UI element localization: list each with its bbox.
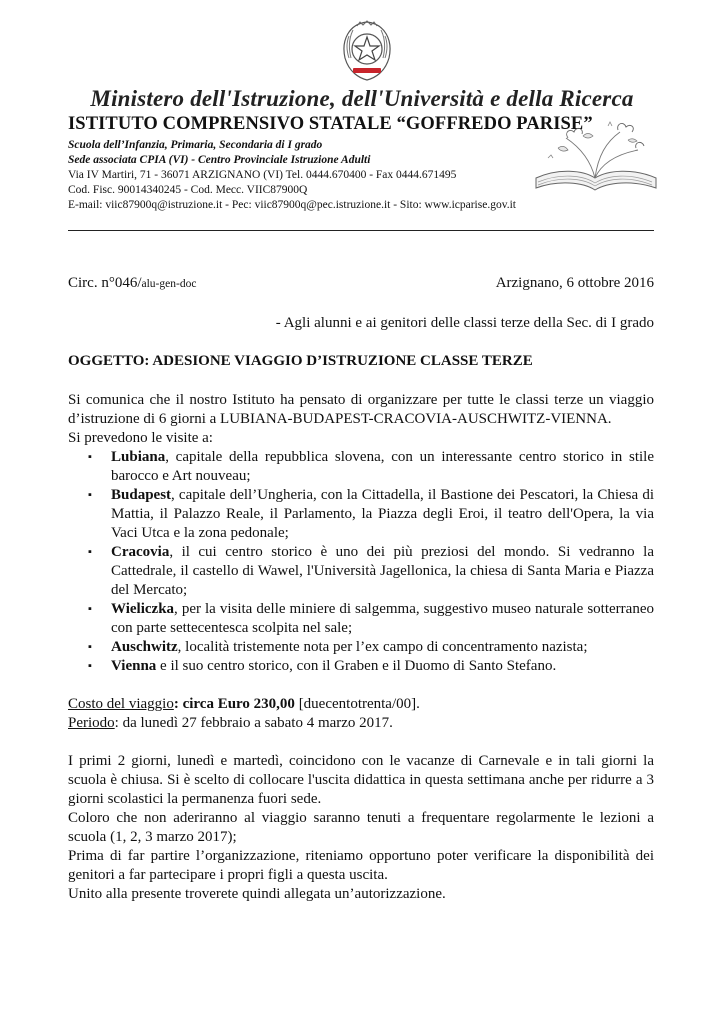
contacts-line: E-mail: viic87900q@istruzione.it - Pec: viic87900q@pec.istruzione.it - Sito: www.icparise.gov.it (68, 199, 516, 211)
place-date: Arzignano, 6 ottobre 2016 (495, 275, 654, 291)
list-item (68, 486, 654, 543)
republic-emblem-icon (335, 16, 399, 86)
visit-name: Vienna (111, 658, 157, 674)
list-item (68, 600, 654, 638)
bullet-icon: ▪ (88, 641, 92, 653)
letter-body (68, 391, 654, 904)
header-divider (68, 230, 654, 231)
bullet-icon: ▪ (88, 660, 92, 672)
visit-text: , il cui centro storico è uno dei più preziosi del mondo. Si vedranno la Cattedrale, il castello di Wawel, l'Università Jagellonica, la chiesa di Santa Maria e Piazza del Mercato; (111, 544, 654, 598)
bullet-icon: ▪ (88, 546, 92, 558)
circular-code: alu-gen-doc (141, 278, 197, 290)
visit-text: , per la visita delle miniere di salgemma, suggestivo museo naturale sotterraneo con parte settecentesca scolpita nel sale; (111, 601, 654, 636)
spacer (68, 733, 654, 752)
period-label: Periodo (68, 715, 115, 731)
bullet-icon: ▪ (88, 451, 92, 463)
intro-paragraph: Si comunica che il nostro Istituto ha pensato di organizzare per tutte le classi terze un viaggio d’istruzione di 6 giorni a LUBIANA-BUDAPEST-CRACOVIA-AUSCHWITZ-VIENNA. (68, 392, 654, 427)
circular-number: Circ. n°046/ (68, 275, 142, 291)
visit-text: , capitale dell’Ungheria, con la Cittadella, il Bastione dei Pescatori, la Chiesa di Mattia, il Palazzo Reale, il Parlamento, la Piazza degli Eroi, il teatro dell'Opera, la via Vaci Utca e la zona pedonale; (111, 487, 654, 541)
ministry-name: Ministero dell'Istruzione, dell'Università e della Ricerca (90, 86, 634, 111)
cpia-line: Sede associata CPIA (VI) - Centro Provinciale Istruzione Adulti (68, 154, 371, 166)
visits-intro: Si prevedono le visite a: (68, 430, 213, 446)
visit-name: Wieliczka (111, 601, 175, 617)
cost-words: [duecentotrenta/00]. (294, 696, 420, 712)
list-item (68, 448, 654, 486)
period-line (68, 714, 654, 733)
school-type-line: Scuola dell’Infanzia, Primaria, Secondaria di I grado (68, 139, 323, 151)
visit-text: e il suo centro storico, con il Graben e il Duomo di Santo Stefano. (156, 658, 557, 674)
carnival-paragraph: I primi 2 giorni, lunedì e martedì, coincidono con le vacanze di Carnevale e in tali giorni la scuola è chiusa. Si è scelto di collocare l'uscita didattica in questa settimana anche per ridurre a 3 giorni scolastici la permanenza fuori sede. (68, 753, 654, 807)
school-name: ISTITUTO COMPRENSIVO STATALE “GOFFREDO PARISE” (68, 114, 593, 134)
recipients: - Agli alunni e ai genitori delle classi terze della Sec. di I grado (275, 315, 654, 331)
subject-line: OGGETTO: ADESIONE VIAGGIO D’ISTRUZIONE CLASSE TERZE (68, 353, 533, 369)
attendance-paragraph: Coloro che non aderiranno al viaggio saranno tenuti a frequentare regolarmente le lezioni a scuola (1, 2, 3 marzo 2017); (68, 810, 654, 845)
list-item (68, 638, 654, 657)
open-book-icon (528, 118, 663, 200)
cost-line (68, 695, 654, 714)
visit-name: Cracovia (111, 544, 170, 560)
visits-list (68, 448, 654, 676)
circular-info-row (68, 275, 654, 292)
visit-name: Lubiana (111, 449, 166, 465)
spacer (68, 676, 654, 695)
verification-paragraph: Prima di far partire l’organizzazione, riteniamo opportuno poter verificare la disponibilità dei genitori a far partecipare i propri figli a questa uscita. (68, 848, 654, 883)
list-item (68, 543, 654, 600)
visit-name: Auschwitz (111, 639, 178, 655)
fiscal-code-line: Cod. Fisc. 90014340245 - Cod. Mecc. VIIC87900Q (68, 184, 308, 196)
bullet-icon: ▪ (88, 603, 92, 615)
address-line: Via IV Martiri, 71 - 36071 ARZIGNANO (VI) Tel. 0444.670400 - Fax 0444.671495 (68, 169, 457, 181)
visit-text: , capitale della repubblica slovena, con un interessante centro storico in stile barocco e Art nouveau; (111, 449, 654, 484)
list-item (68, 657, 654, 676)
cost-value: : circa Euro 230,00 (173, 696, 295, 712)
cost-label: Costo del viaggio (68, 696, 174, 712)
visit-name: Budapest (111, 487, 172, 503)
visit-text: , località tristemente nota per l’ex campo di concentramento nazista; (177, 639, 588, 655)
bullet-icon: ▪ (88, 489, 92, 501)
attachment-paragraph: Unito alla presente troverete quindi allegata un’autorizzazione. (68, 886, 446, 902)
period-value: : da lunedì 27 febbraio a sabato 4 marzo 2017. (114, 715, 393, 731)
